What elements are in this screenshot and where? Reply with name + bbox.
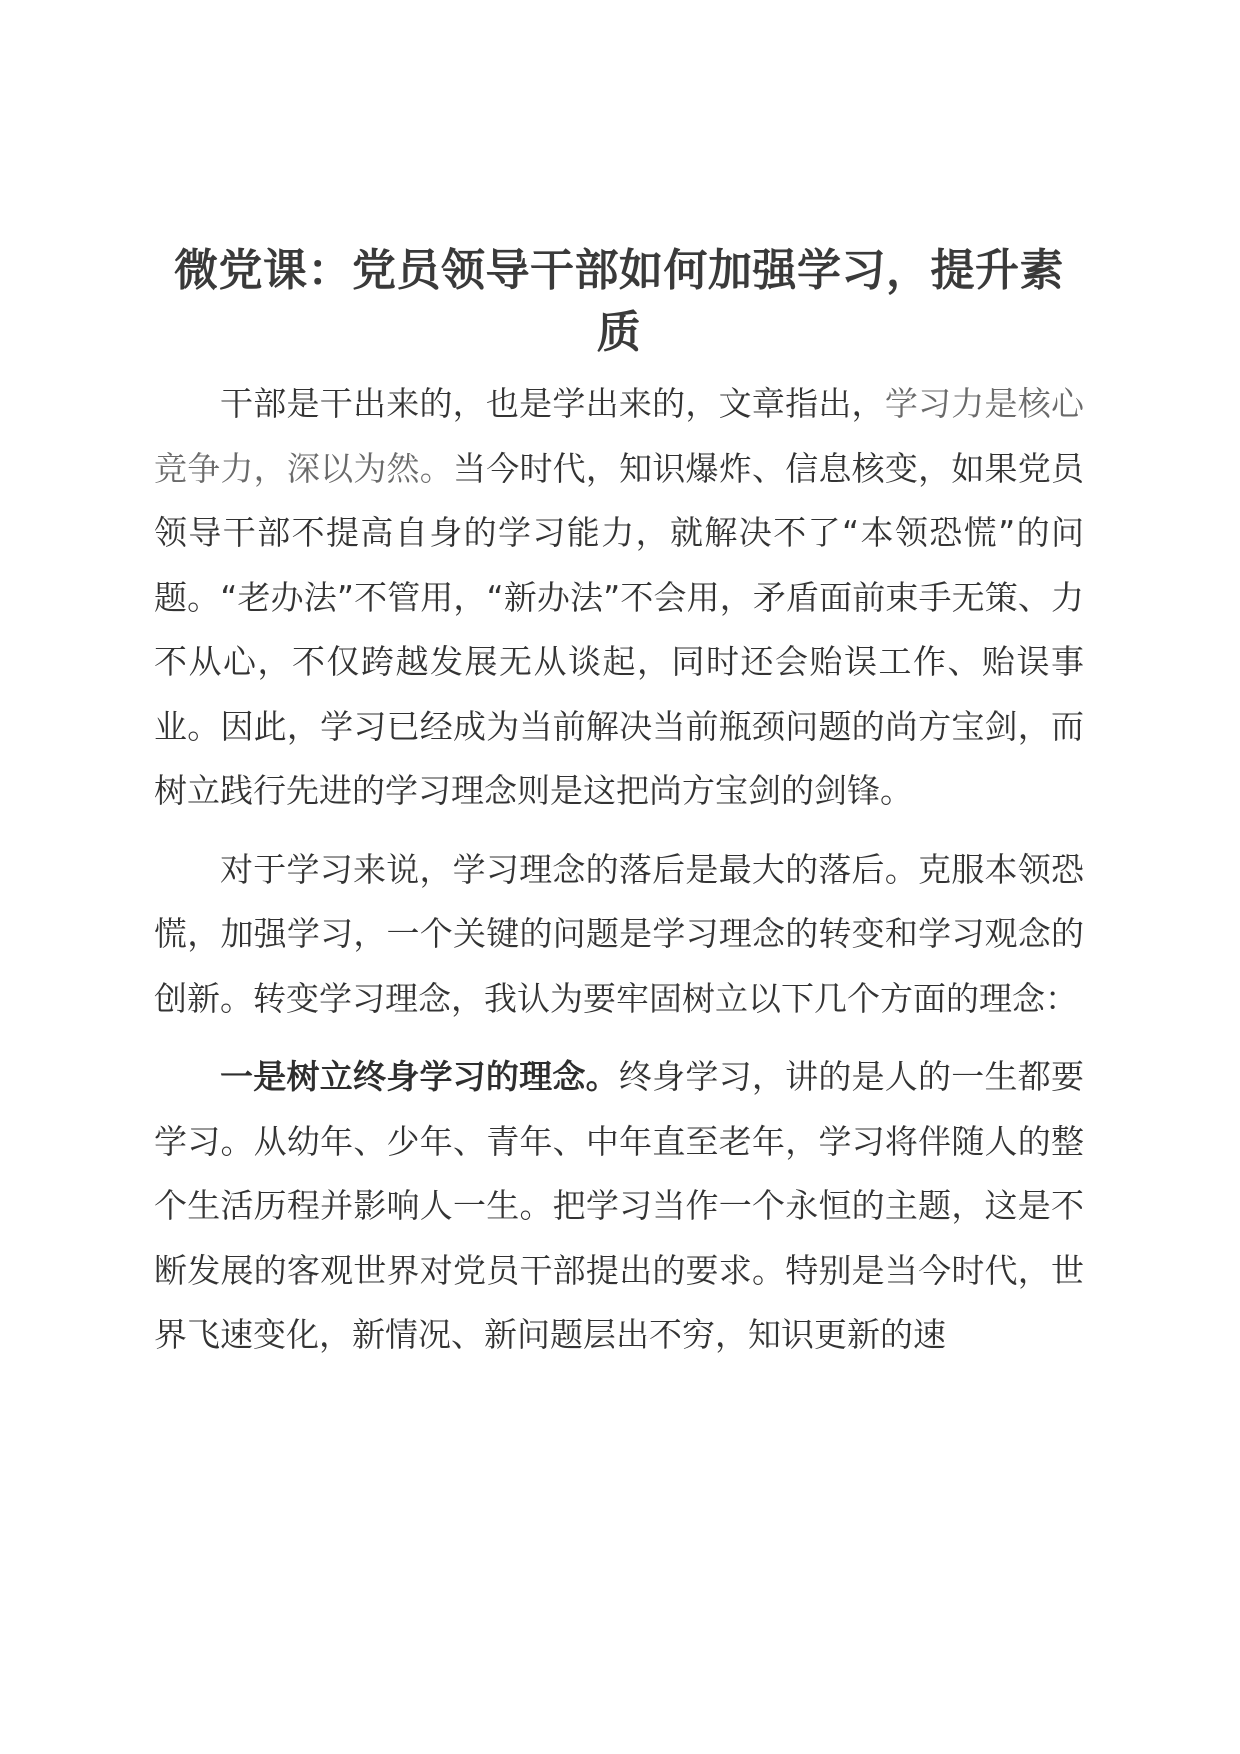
- paragraph-1-text: 干部是干出来的，也是学出来的，文章指出，: [220, 384, 885, 423]
- paragraph-2-text: 对于学习来说，学习理念的落后是最大的落后。克服本领恐慌，加强学习，一个关键的问题是学习理念的转变和学习观念的创新。转变学习理念，我认为要牢固树立以下几个方面的理念：: [154, 849, 1084, 1018]
- paragraph-1: [154, 372, 1084, 824]
- paragraph-1-highlight: 学习力是核心竞争力，深以为然。: [154, 384, 1085, 488]
- paragraph-3: [154, 1045, 1084, 1368]
- document-content: [154, 240, 1084, 1368]
- document-title: 微党课：党员领导干部如何加强学习，提升素质: [174, 245, 1064, 358]
- paragraph-3-lead: 一是树立终身学习的理念。: [220, 1057, 619, 1096]
- paragraph-3-text: 终身学习，讲的是人的一生都要学习。从幼年、少年、青年、中年直至老年，学习将伴随人的整个生活历程并影响人一生。把学习当作一个永恒的主题，这是不断发展的客观世界对党员干部提出的要求。特别是当今时代，世界飞速变化，新情况、新问题层出不穷，知识更新的速: [154, 1057, 1085, 1354]
- paragraph-1-text-rest: 当今时代，知识爆炸、信息核变，如果党员领导干部不提高自身的学习能力，就解决不了“本领恐慌”的问题。“老办法”不管用，“新办法”不会用，矛盾面前束手无策、力不从心，不仅跨越发展无从谈起，同时还会贻误工作、贻误事业。因此，学习已经成为当前解决当前瓶颈问题的尚方宝剑，而树立践行先进的学习理念则是这把尚方宝剑的剑锋。: [154, 448, 1085, 810]
- paragraph-2: [154, 838, 1084, 1032]
